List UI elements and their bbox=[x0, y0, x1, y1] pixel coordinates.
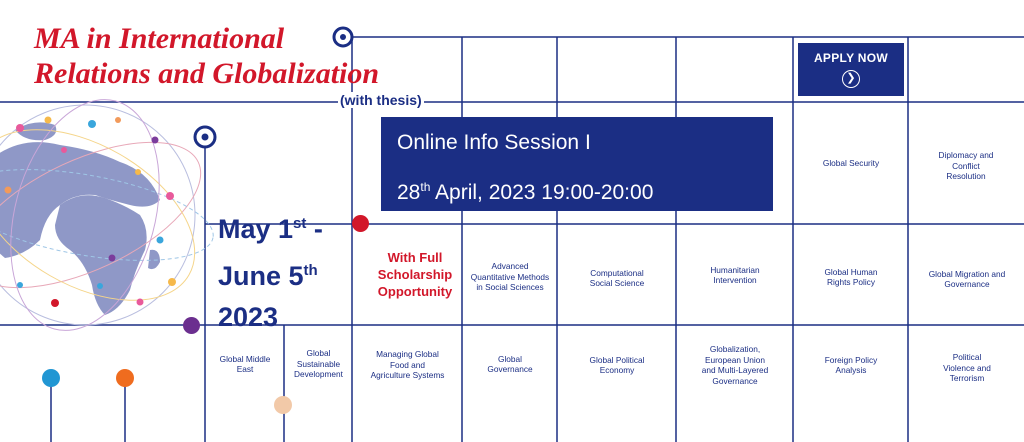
date-year: 2023 bbox=[218, 302, 279, 332]
course-human-rights: Global Human Rights Policy bbox=[795, 252, 907, 302]
date-end: June 5th bbox=[218, 261, 318, 291]
program-subtitle: (with thesis) bbox=[340, 92, 422, 108]
course-sustainable: Global Sustainable Development bbox=[286, 336, 351, 392]
course-violence: Political Violence and Terrorism bbox=[912, 336, 1022, 400]
peach-dot bbox=[274, 396, 292, 414]
scholarship-note: With Full Scholarship Opportunity bbox=[377, 250, 453, 299]
course-global-security: Global Security bbox=[795, 130, 907, 196]
program-title-line2: Relations and Globalization bbox=[34, 57, 380, 90]
date-start: May 1st - bbox=[218, 214, 323, 244]
apply-now-label: APPLY NOW bbox=[813, 51, 889, 65]
program-title-line1: MA in International bbox=[34, 22, 285, 55]
course-food: Managing Global Food and Agriculture Systems bbox=[354, 330, 461, 400]
course-diplomacy: Diplomacy and Conflict Resolution bbox=[916, 130, 1016, 202]
application-dates bbox=[218, 203, 323, 338]
apply-now-button[interactable] bbox=[798, 43, 904, 96]
course-migration: Global Migration and Governance bbox=[912, 252, 1022, 306]
cyan-dot bbox=[42, 369, 60, 387]
course-governance: Global Governance bbox=[464, 336, 556, 392]
info-session-box[interactable] bbox=[381, 117, 773, 211]
orange-dot bbox=[116, 369, 134, 387]
globe-graphic bbox=[0, 83, 224, 347]
info-session-title: Online Info Session I bbox=[397, 131, 591, 154]
course-political-economy: Global Political Economy bbox=[560, 336, 674, 394]
info-session-datetime: 28th April, 2023 19:00-20:00 bbox=[397, 180, 654, 204]
course-computational: Computational Social Science bbox=[560, 250, 674, 306]
course-eu: Globalization, European Union and Multi-Layered Governance bbox=[678, 330, 792, 400]
red-dot bbox=[352, 215, 369, 232]
course-advanced-quant: Advanced Quantitative Methods in Social Sciences bbox=[464, 240, 556, 314]
course-middle-east: Global Middle East bbox=[207, 336, 283, 392]
purple-dot bbox=[183, 317, 200, 334]
chevron-right-icon: ❯ bbox=[842, 70, 860, 88]
course-foreign-policy: Foreign Policy Analysis bbox=[795, 336, 907, 394]
course-humanitarian: Humanitarian Intervention bbox=[678, 250, 792, 300]
